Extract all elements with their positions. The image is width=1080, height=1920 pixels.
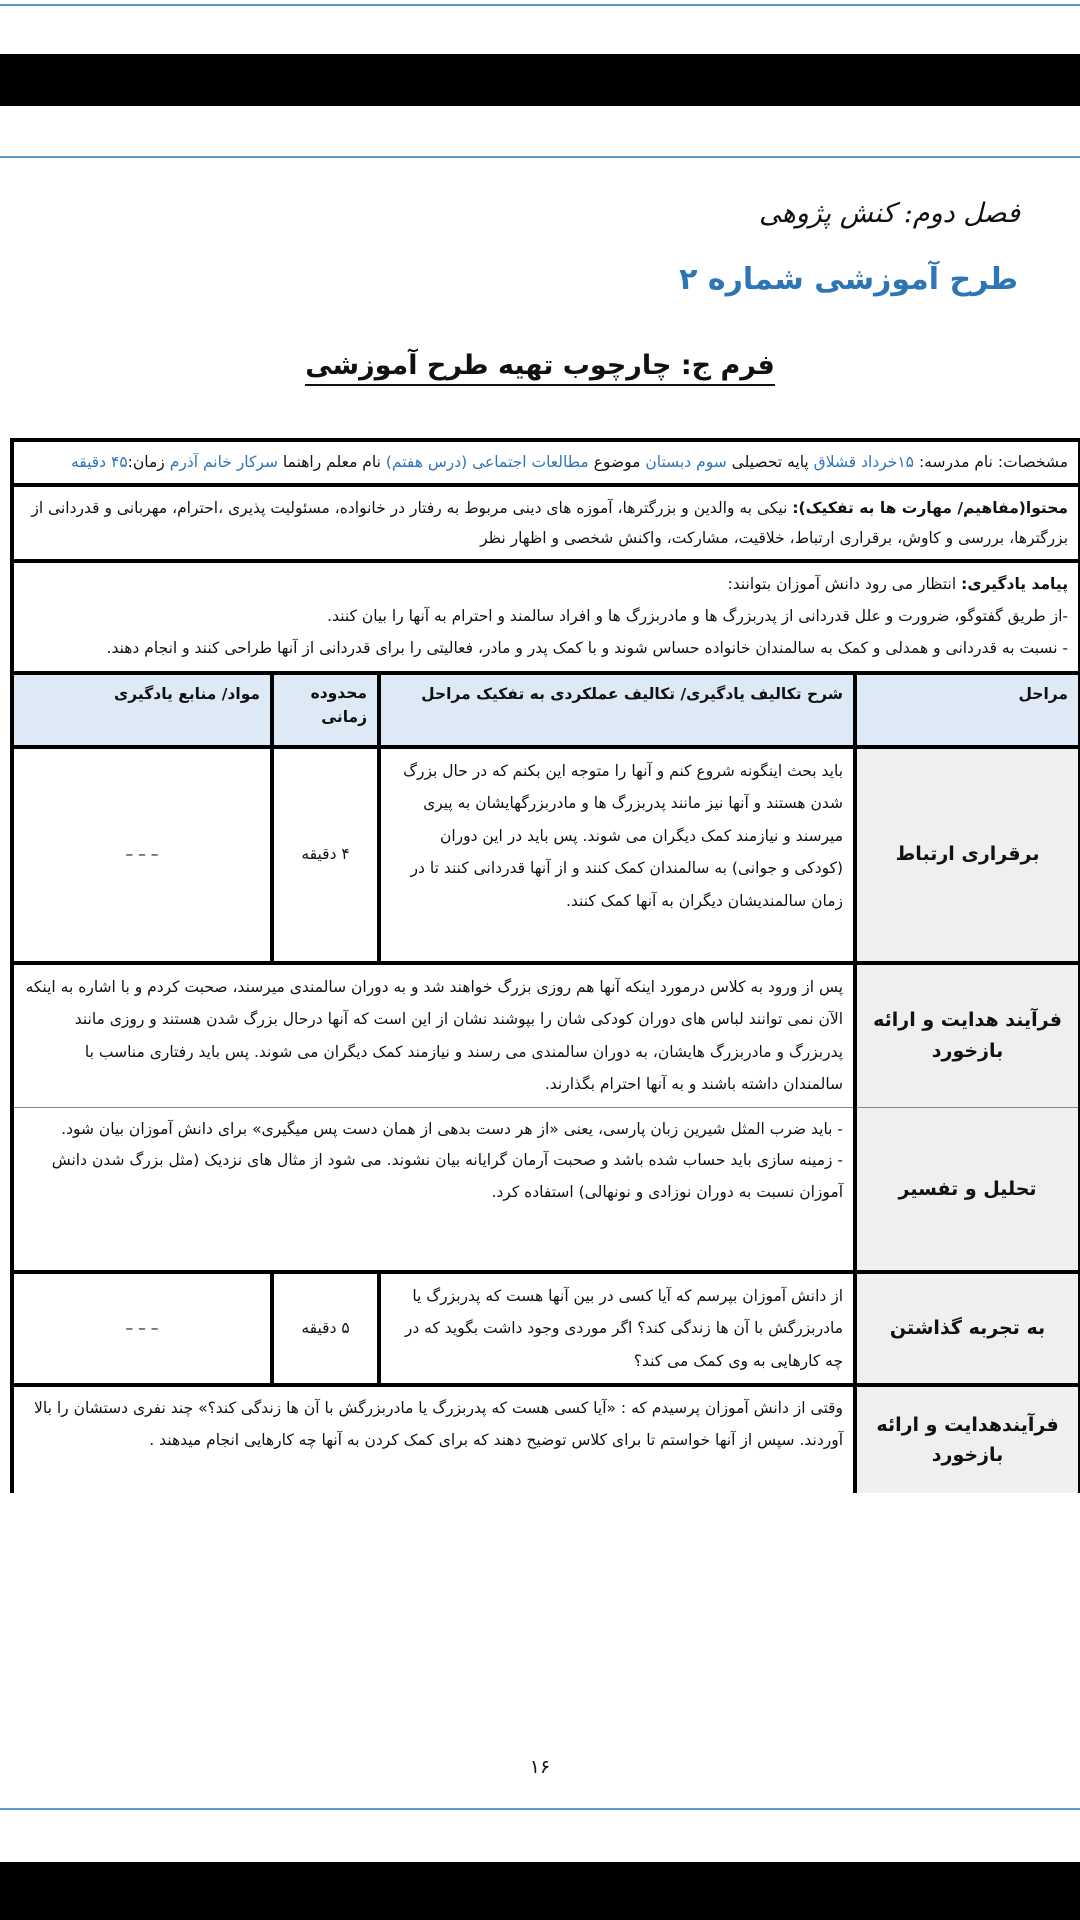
table-row [12, 963, 1080, 1108]
table-row [12, 747, 1080, 963]
form-title [0, 350, 1080, 381]
table-row [12, 1107, 1080, 1272]
time-cell: ۵ دقیقه [272, 1272, 379, 1386]
bottom-black-band [0, 1862, 1080, 1920]
grade-label: پایه تحصیلی [731, 453, 809, 471]
outcome-item: -از طریق گفتوگو، ضرورت و علل قدردانی از پدربزرگ ها و مادربزرگ ها و افراد سالمند و احترام به آنها را بیان کنند. [327, 607, 1069, 625]
content-label: محتوا(مفاهیم/ مهارت ها به تفکیک): [792, 498, 1069, 517]
stage-cell: برقراری ارتباط [855, 747, 1080, 963]
subject-label: موضوع [593, 453, 641, 471]
specs-label: مشخصات: [997, 453, 1069, 471]
school-name: ۱۵خرداد قشلاق [813, 453, 915, 471]
footer-rule [0, 1808, 1080, 1810]
header-rule [0, 156, 1080, 158]
form-title-text: فرم ج: چارچوب تهیه طرح آموزشی [305, 350, 775, 386]
top-rule [0, 4, 1080, 6]
task-line: - باید ضرب المثل شیرین زبان پارسی، یعنی «از هر دست بدهی از همان دست پس میگیری» برای دانش آموزان بیان شود. [61, 1119, 844, 1138]
task-cell: پس از ورود به کلاس درمورد اینکه آنها هم روزی بزرگ خواهند شد و به دوران سالمندی میرسند، صحبت کردم و با اشاره به اینکه الآن نمی توانند لباس های دوران کودکی شان را بپوشند نشان از این است که آنها درحال بزرگ شدن هستند و روزی مانند پدربزرگ و مادربزرگ هایشان، به دوران سالمندی می رسند و نیازمند کمک دیگران می شوند. پس باید رفتاری مناسب با سالمندان داشته باشند و به آنها احترام بگذارند. [12, 963, 855, 1108]
outcome-row [12, 561, 1080, 672]
materials-cell: – – – [12, 747, 272, 963]
school-label: نام مدرسه: [918, 453, 993, 471]
task-line: - زمینه سازی باید حساب شده باشد و صحبت آرمان گرایانه بیان نشوند. می شود از مثال های نزدیک (مثل بزرگ شدن دانش آموزان نسبت به دوران نوزادی و نونهالی) استفاده کرد. [51, 1151, 844, 1202]
lesson-plan-table [10, 438, 1080, 1493]
teacher-value: سرکار خانم آذرم [169, 453, 278, 471]
content-text: نیکی به والدین و بزرگترها، آموزه های دینی مربوط به رفتار در خانواده، مسئولیت پذیری ،احترام، مهربانی و قدردانی از بزرگترها، بررسی و کاوش، برقراری ارتباط، خلاقیت، مشارکت، واکنش شخصی و اظهار نظر [31, 498, 1069, 548]
top-black-band [0, 54, 1080, 106]
task-cell: باید بحث اینگونه شروع کنم و آنها را متوجه این بکنم که در حال بزرگ شدن هستند و آنها نیز مانند پدربزرگ ها و مادربزرگهایشان به پیری میرسند و نیازمند کمک دیگران می شوند. پس باید در این دوران (کودکی و جوانی) به سالمندان کمک کنند و از آنها قدردانی کنند تا در زمان سالمندیشان دیگران به آنها کمک کنند. [379, 747, 855, 963]
stage-cell: تحلیل و تفسیر [855, 1107, 1080, 1272]
header-time: محدوده زمانی [272, 673, 379, 747]
content-row [12, 485, 1080, 561]
stage-cell: فرآیندهدایت و ارائه بازخورد [855, 1385, 1080, 1493]
time-label: زمان: [127, 453, 165, 471]
task-cell [12, 1107, 855, 1272]
outcome-intro: انتظار می رود دانش آموزان بتوانند: [727, 575, 957, 594]
chapter-heading: فصل دوم: کنش پژوهی [758, 198, 1020, 229]
task-cell: از دانش آموزان بپرسم که آیا کسی در بین آنها هست که پدربزرگ یا مادربزرگش با آن ها زندگی کند؟ اگر موردی وجود داشت بگوید که در چه کارهایی به وی کمک می کند؟ [379, 1272, 855, 1386]
teacher-label: نام معلم راهنما [282, 453, 381, 471]
table-row [12, 1385, 1080, 1493]
time-value: ۴۵ دقیقه [70, 453, 128, 471]
plan-title: طرح آموزشی شماره ۲ [679, 262, 1018, 297]
task-cell: وقتی از دانش آموزان پرسیدم که : «آیا کسی هست که پدربزرگ یا مادربزرگش با آن ها زندگی کند؟» چند نفری دستشان را بالا آوردند. سپس از آنها خواستم تا برای کلاس توضیح دهند که برای کمک کردن به آنها چه کارهایی انجام میدهند . [12, 1385, 855, 1493]
header-tasks: شرح تکالیف یادگیری/ تکالیف عملکردی به تفکیک مراحل [379, 673, 855, 747]
header-stages: مراحل [855, 673, 1080, 747]
outcome-item: - نسبت به قدردانی و همدلی و کمک به سالمندان خانواده حساس شوند و با کمک پدر و مادر، فعالیتی را برای قدردانی از آنها طراحی کنند و انجام دهند. [106, 638, 1069, 657]
specs-row [12, 440, 1080, 485]
subject-value: مطالعات اجتماعی (درس هفتم) [385, 453, 589, 471]
time-cell: ۴ دقیقه [272, 747, 379, 963]
outcome-label: پیامد یادگیری: [961, 575, 1069, 594]
header-row [12, 673, 1080, 747]
header-materials: مواد/ منابع یادگیری [12, 673, 272, 747]
table-row [12, 1272, 1080, 1386]
grade-value: سوم دبستان [645, 453, 727, 471]
stage-cell: فرآیند هدایت و ارائه بازخورد [855, 963, 1080, 1108]
page-number: ۱۶ [529, 1756, 551, 1778]
materials-cell: – – – [12, 1272, 272, 1386]
stage-cell: به تجربه گذاشتن [855, 1272, 1080, 1386]
